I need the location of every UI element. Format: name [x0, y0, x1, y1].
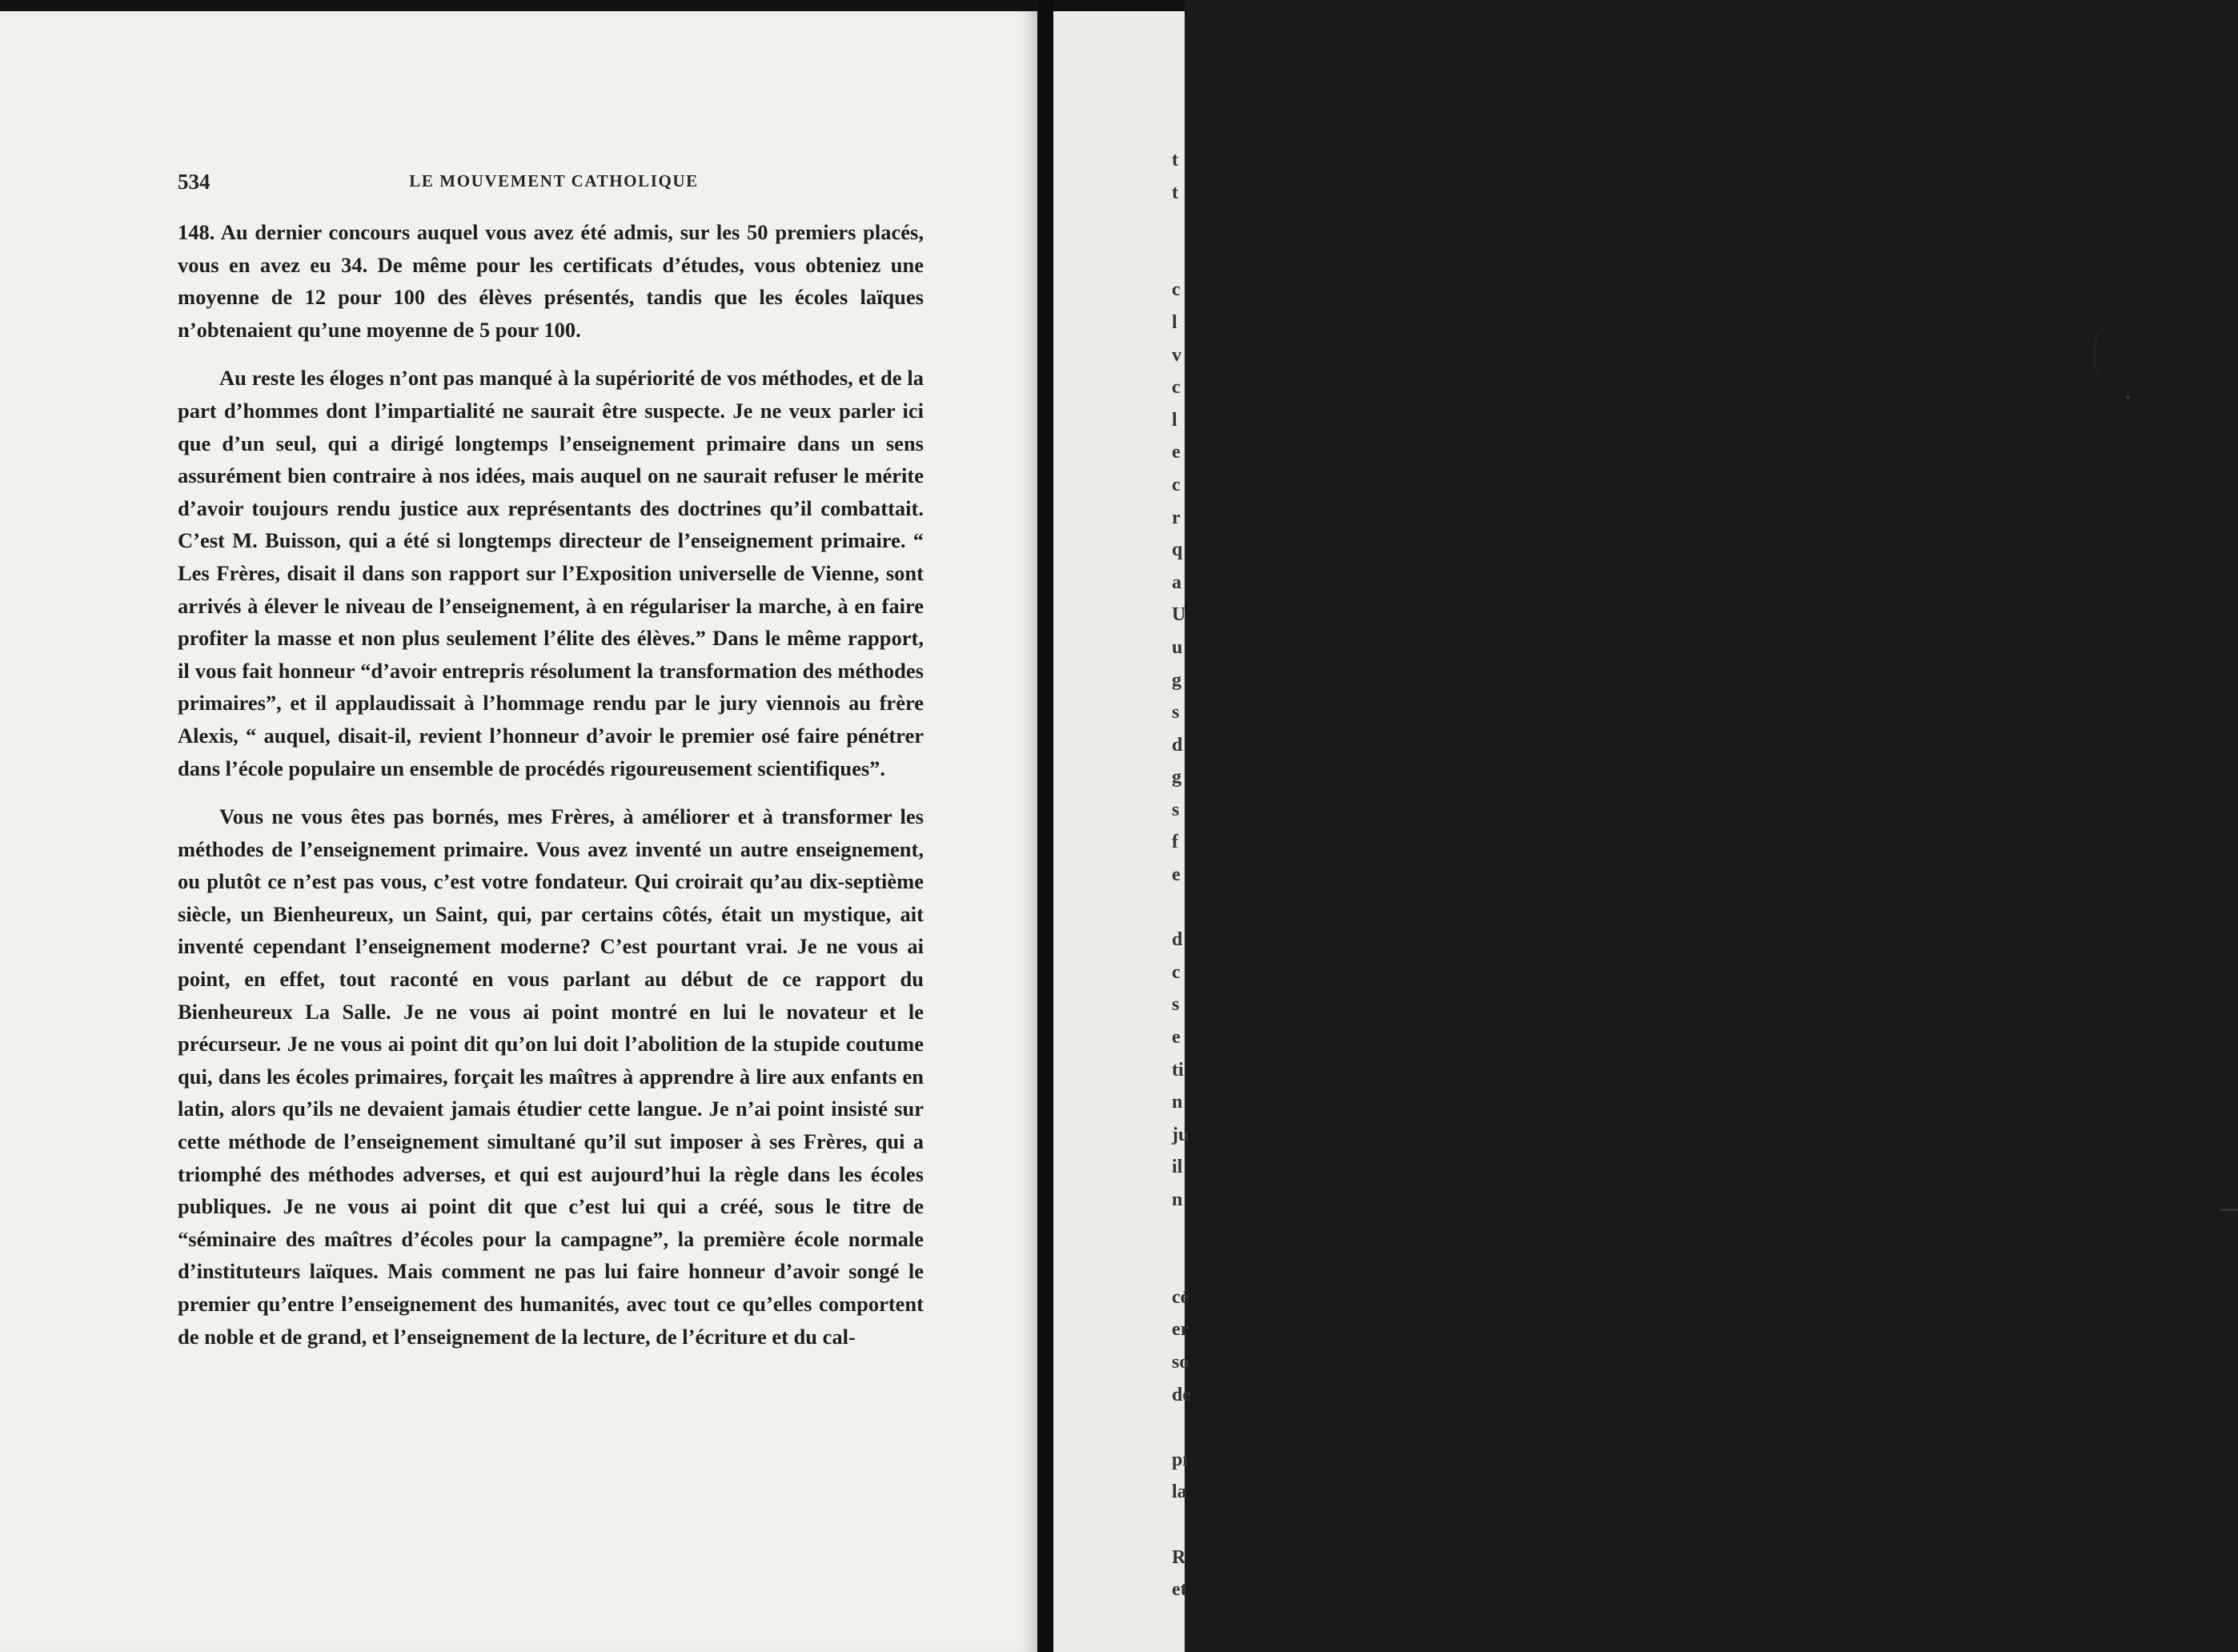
facing-page-fragment: il [1172, 1157, 1183, 1178]
facing-page-fragment: a [1172, 571, 1181, 593]
page-number: 534 [178, 170, 211, 194]
facing-page-fragment: d [1172, 734, 1183, 756]
book-gutter [1037, 0, 1053, 1652]
facing-page-fragment: v [1172, 344, 1181, 366]
facing-page-fragment: s [1172, 994, 1180, 1016]
facing-page-fragment [1172, 209, 1185, 242]
facing-page-fragment: c [1172, 279, 1181, 301]
facing-page-fragment: n [1172, 1092, 1183, 1113]
facing-page-text-fragments [1172, 144, 1191, 1601]
facing-page-fragment: er [1172, 1319, 1189, 1341]
facing-page-fragment [1172, 242, 1185, 275]
facing-page-fragment [1172, 1249, 1185, 1281]
facing-page-fragment: ju [1172, 1124, 1189, 1145]
running-title: LE MOUVEMENT CATHOLIQUE [409, 171, 699, 190]
facing-page-fragment: t [1172, 182, 1178, 203]
facing-page-fragment: l [1172, 311, 1177, 333]
facing-page-fragment: e [1172, 1027, 1181, 1049]
book-page [0, 11, 1037, 1652]
facing-page-fragment: r [1172, 507, 1181, 528]
facing-page-fragment: R [1172, 1546, 1186, 1568]
running-header [178, 170, 930, 197]
facing-page-edge [1053, 11, 1191, 1652]
facing-page-fragment: s [1172, 799, 1180, 820]
facing-page-fragment [1172, 892, 1185, 924]
facing-page-fragment: la [1172, 1482, 1187, 1503]
ink-speck [2126, 395, 2130, 399]
footnote-rule-fragment [2220, 1209, 2238, 1211]
facing-page-fragment: t [1172, 150, 1178, 170]
facing-page-fragment: e [1172, 442, 1181, 463]
facing-page-fragment: cé [1172, 1286, 1189, 1308]
body-text [178, 216, 924, 1369]
paragraph-148: 148. Au dernier concours auquel vous avez été admis, sur les 50 premiers placés, vous en avez eu 34. De même pour les certificats d’études, vous obteniez une moyenne de 12 pour 100 des élèves présentés, tandis que les écoles laïques n’obtenaient qu’une moyenne de 5 pour 100. [178, 220, 924, 342]
facing-page-fragment: d [1172, 929, 1183, 951]
facing-page-fragment: U [1172, 604, 1186, 626]
facing-page-fragment [1172, 1509, 1185, 1542]
facing-page-fragment: ti [1172, 1059, 1184, 1081]
facing-page-fragment: c [1172, 961, 1181, 983]
facing-page-fragment: de [1172, 1384, 1191, 1405]
facing-page-fragment: c [1172, 377, 1181, 399]
facing-page-fragment: so [1172, 1351, 1189, 1373]
facing-page-fragment: s [1172, 702, 1180, 724]
facing-page-fragment: pı [1172, 1449, 1189, 1470]
facing-page-fragment: g [1172, 767, 1181, 788]
scan-border-top [0, 0, 1185, 11]
facing-page-fragment: e [1172, 864, 1181, 886]
facing-page-fragment: f [1172, 832, 1178, 853]
paragraph-buisson: Au reste les éloges n’ont pas manqué à la supériorité de vos méthodes, et de la part d’hommes dont l’impartialité ne saurait être suspecte. Je ne veux parler ici que d’un seul, qui a dirigé longtemps l’enseignement primaire dans un sens assurément bien contraire à nos idées, mais auquel on ne saurait refuser le mérite d’avoir toujours rendu justice aux représentants des doctrines qu’il combattait. C’est M. Buisson, qui a été si longtemps directeur de l’enseignement primaire. “ Les Frères, disait il dans son rapport sur l’Exposition universelle de Vienne, sont arrivés à élever le niveau de l’enseignement, à en régulariser la marche, à en faire profiter la masse et non plus seulement l’élite des élèves.” Dans le même rapport, il vous fait honneur “d’avoir entrepris résolument la transformation des méthodes primaires”, et il applaudissait à l’hommage rendu par le jury viennois au frère Alexis, “ auquel, disait-il, revient l’honneur d’avoir le premier osé faire pénétrer dans l’école populaire un ensemble de procédés rigoureusement scientifiques”. [178, 366, 924, 780]
bracket-mark [2094, 325, 2114, 383]
facing-page-fragment: n [1172, 1189, 1183, 1210]
facing-page-fragment: l [1172, 409, 1177, 431]
facing-page-fragment: u [1172, 636, 1183, 658]
facing-page-fragment: et [1172, 1579, 1187, 1601]
paragraph-la-salle: Vous ne vous êtes pas bornés, mes Frères, à améliorer et à transformer les méthodes de l’enseignement primaire. Vous avez inventé un autre enseignement, ou plutôt ce n’est pas vous, c’est votre fondateur. Qui croirait qu’au dix-septième siècle, un Bienheureux, un Saint, qui, par certains côtés, était un mystique, ait inventé cependant l’enseignement moderne? C’est pourtant vrai. Je ne vous ai point, en effet, tout raconté en vous parlant au début de ce rapport du Bienheureux La Salle. Je ne vous ai point montré en lui le novateur et le précurseur. Je ne vous ai point dit qu’on lui doit l’abolition de la stupide coutume qui, dans les écoles primaires, forçait les maîtres à apprendre à lire aux enfants en latin, alors qu’ils ne devaient jamais étudier cette langue. Je n’ai point insisté sur cette méthode de l’enseignement simultané qu’il sut imposer à ses Frères, qui a triomphé des méthodes adverses, et qui est aujourd’hui la règle dans les écoles publiques. Je ne vous ai point dit que c’est lui qui a créé, sous le titre de “séminaire des maîtres d’écoles pour la campagne”, la première école normale d’instituteurs laïques. Mais comment ne pas lui faire honneur d’avoir songé le premier qu’entre l’enseignement des humanités, avec tout ce qu’elles comportent de noble et de grand, et l’enseignement de la lecture, de l’écriture et du cal- [178, 804, 924, 1349]
facing-page-fragment: g [1172, 669, 1181, 691]
facing-page-fragment [1172, 1411, 1185, 1444]
facing-page-fragment: c [1172, 474, 1181, 495]
facing-page-fragment: q [1172, 539, 1183, 561]
facing-page-fragment [1172, 1217, 1185, 1249]
